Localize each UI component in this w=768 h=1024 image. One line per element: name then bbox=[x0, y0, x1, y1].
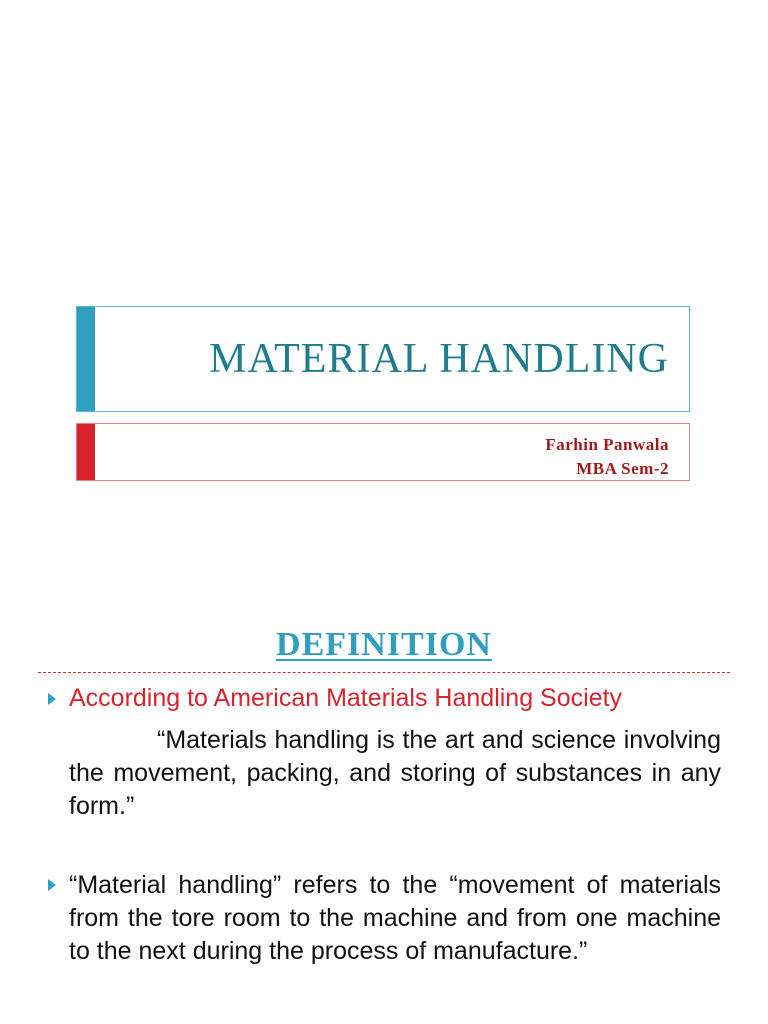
triangle-bullet-icon bbox=[48, 879, 56, 891]
bullet-source-text: According to American Materials Handling Society bbox=[69, 684, 623, 712]
course-name: MBA Sem-2 bbox=[576, 459, 669, 478]
definition-heading bbox=[0, 626, 768, 664]
dashed-divider bbox=[38, 672, 730, 673]
definition-second-bullet: “Material handling” refers to the “movement of materials from the tore room to the machine and from one machine to the next during the process of manufacture.” bbox=[69, 871, 721, 965]
author-name: Farhin Panwala bbox=[545, 435, 669, 454]
definition-slide bbox=[0, 576, 768, 1024]
definition-quote: “Materials handling is the art and science involving the movement, packing, and storing of substances in any form.” bbox=[69, 726, 721, 820]
subtitle-box bbox=[76, 423, 690, 481]
slide-title: MATERIAL HANDLING bbox=[209, 336, 669, 382]
title-accent-bar bbox=[77, 307, 95, 411]
triangle-bullet-icon bbox=[48, 693, 56, 705]
subtitle-accent-bar bbox=[77, 424, 95, 480]
title-box bbox=[76, 306, 690, 412]
subtitle-lines bbox=[545, 433, 669, 481]
definition-heading-text: DEFINITION bbox=[276, 626, 492, 663]
